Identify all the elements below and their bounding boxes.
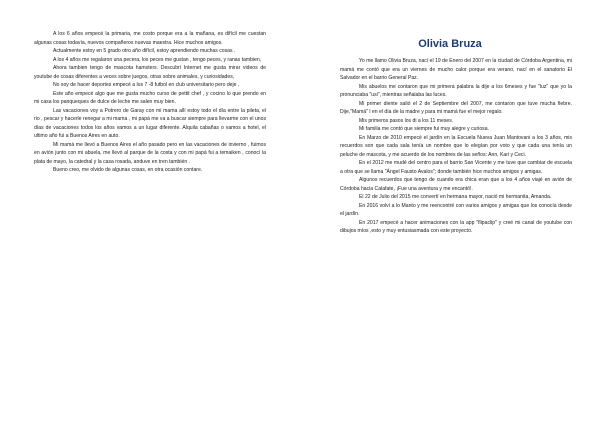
paragraph: Ahora tambien tengo de mascota hamsters. Descubrí Internet me gusta mirar videos de youtube de cosas diferentes a veces sobre juegos, otras sobre animales, y curiosidades,: [34, 65, 266, 80]
paragraph: Algunos recuerdos que tengo de cuando era chica eran que a los 4 años viajé en avión de Córdoba hacia Calafate, ¡Fue una aventura y me encantó!.: [340, 177, 572, 192]
paragraph: Actualmente estoy en 5 grado otro año difícil, estoy aprendiendo muchas cosas .: [53, 48, 236, 54]
paragraph: No soy de hacer deportes empecé a los 7 -8 futbol en club universitario pero deje ,: [53, 82, 240, 88]
page-title: Olivia Bruza: [418, 38, 482, 50]
left-page-text: [34, 30, 266, 175]
paragraph: En 2016 volví a lo Manto y me reencontré con varios amigos y amigas que los conocía desde el jardín.: [340, 202, 572, 217]
paragraph: A los 4 años me regalaron una pecera, los peces me gustan , tengo peces, y ranas tambien,: [53, 56, 262, 63]
right-page-text: [340, 57, 572, 236]
paragraph: Mis primeros pasos los di a los 11 meses.: [359, 117, 454, 124]
paragraph: En Marzo de 2010 empecé el jardín en la Escuela Nueva Juan Mantovani a los 3 años, mis recuerdos son que cada sala tenía un nombre que lo elegían por voto y que cada una tenía un peluche de mascota, y me acuerdo de los nombres de las seños: Ann, Kari y Ceci.: [340, 134, 572, 158]
paragraph: Mis abuelos me contaron que mi primera palabra la dije a los 6meses y fue "luz" que yo la pronunciaba "usi", mientras señalaba las luces.: [340, 83, 572, 98]
paragraph: Mi primer diente salió el 2 de Septiembre del 2007, me contaron que tuve mucha fiebre. Dije,"Mamá" l en el día de la madre y para mi mamá fue el mejor regalo.: [340, 100, 572, 115]
paragraph: El 22 de Julio del 2015 me convertí en hermana mayor, nació mi hermanita, Amanda.: [359, 194, 552, 200]
right-page-body: [300, 0, 600, 424]
paragraph: En el 2012 me mudé del centro para el barrio San Vicente y me tuve que cambiar de escuela a otra que se llama "Ángel Fausto Avalos"; donde también hice muchos amigos y amigas.: [340, 160, 572, 175]
paragraph: A los 6 años empecé la primaria, me costo porque era a la mañana, es difícil me cuestan algunas cosas todavía, nuevos compañeros nuevas maestra. Hice muchos amigos.: [34, 31, 266, 46]
paragraph: En 2017 empecé a hacer animaciones con la app "flipaclip" y creé mi canal de youtube con dibujos míos ,esto y muy entusiasmada con este proyecto.: [340, 219, 572, 234]
paragraph: Mi mamá me llevó a Buenos Aires el año pasado pero en las vacaciones de invierno , fuimos en avión junto con mi abuela, me llevó al parque de la costa y con mi papá fui a temaiken , conocí la plata de mayo, la catedral y la casa rosada, anduve en tren también .: [34, 141, 266, 165]
paragraph: Mi familia me contó que siempre fui muy alegre y curiosa.: [359, 126, 489, 132]
paragraph: Las vacaciones voy a Potrero de Garay con mi mama allí estoy todo el día entre la pileta, el rio , pescar y hacerle renegar a mi mama , mi papá me va a buscar siempre para llevarme con el unos días de vacaciones todos los años vamos a un lugar diferente. Alquila cabañas o vamos a hotel, el ultimo año fui a Buenos Aires en auto.: [34, 107, 266, 139]
paragraph: Bueno creo, me olvido de algunas cosas, en otra ocasión contare.: [53, 167, 203, 173]
paragraph: Este año empecé algo que me gusta mucho curso de pettit chef , y cocino lo que prendo en mi casa los panqueques de dulce de leche me salen muy bien.: [34, 90, 266, 105]
paragraph: Yo me llamo Olivia Bruza, nací el 19 de Enero del 2007 en la ciudad de Córdoba Argentina, mi mamá me contó que era un viernes de mucho calor porque era verano, nací en el sanatorio El Salvador en el barrio General Paz.: [340, 58, 572, 81]
